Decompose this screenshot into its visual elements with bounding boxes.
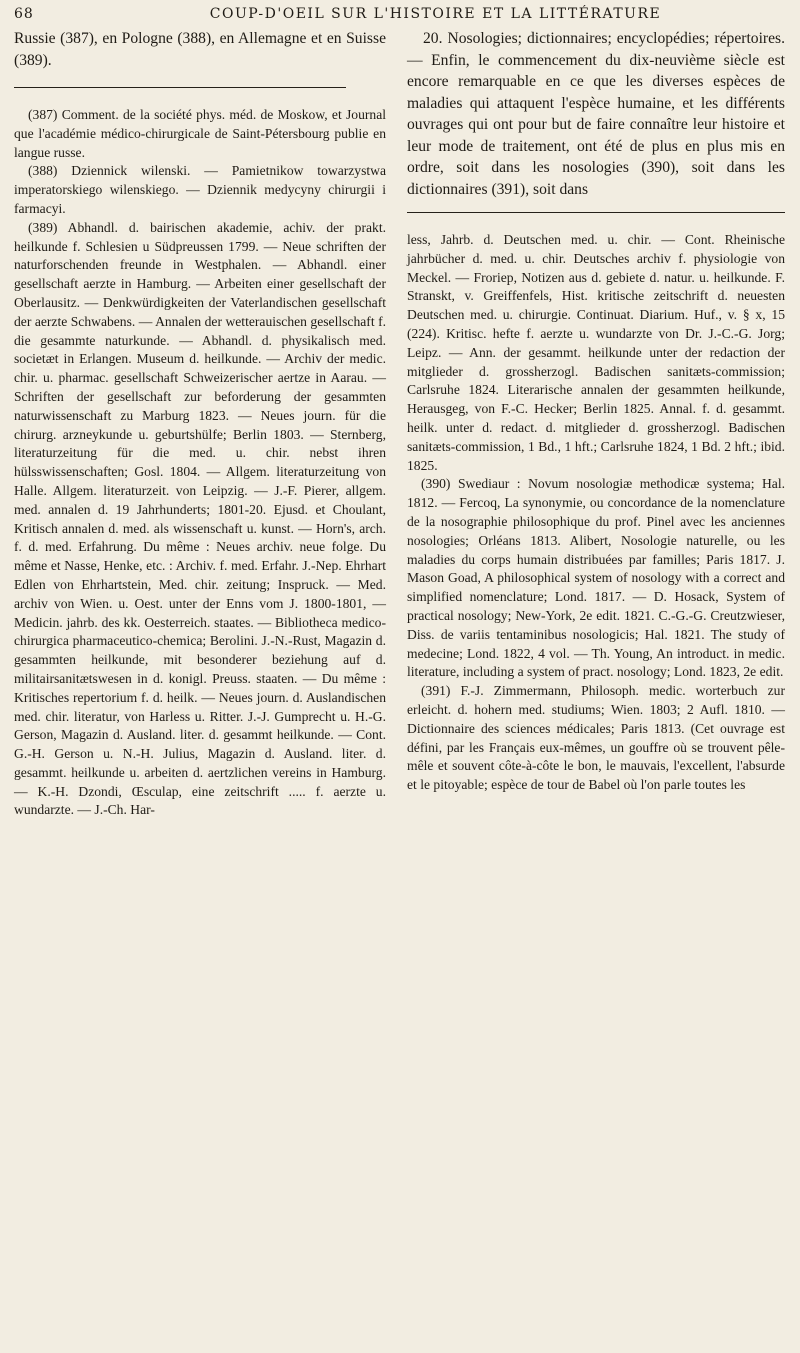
footnote-391: (391) F.-J. Zimmermann, Philosoph. medic. worterbuch zur erleicht. d. hohern med. studiums; Wien. 1803; 2 Aufl. 1810. — Dictionnaire des sciences médicales; Paris 1813. (Cet ouvrage est défini, par les Français eux-mêmes, un gouffre où se trouvent pêle-mêle et souvent côte-à-côte le bon, le mauvais, l'excellent, l'absurde et le pitoyable; espèce de tour de Babel où l'on parle toutes les (407, 683, 785, 793)
body-text-continuation: Russie (387), en Pologne (388), en Allemagne et en Suisse (389). (14, 30, 386, 69)
footnote-divider-right (407, 212, 785, 213)
footnote-388: (388) Dziennick wilenski. — Pamietnikow towarzystwa imperatorskiego wilenskiego. — Dziennik medycyny chirurgii i farmacyi. (14, 163, 386, 216)
footnote-389: (389) Abhandl. d. bairischen akademie, achiv. der prakt. heilkunde f. Schlesien u Südpreussen 1799. — Neue schriften der naturforschenden freunde in Westphalen. — Abhandl. einer gesellschaft aerzte in Hamburg. — Arbeiten einer gesellschaft der Oberlausitz. — Denkwürdigkeiten der Vaterlandischen gesellschaft der aerzte Schwabens. — Annalen der wetterauischen gesellschaft f. die gesammte naturkunde. — Abhandl. d. physikalisch med. societæt in Erlangen. Museum d. heilkunde. — Archiv der medic. chir. u. pharmac. gesellschaft Schweizerischer aertze in Aarau. — Schriften der gesellschaft zur beforderung der gesammten naturwissenschaft zu Marburg 1823. — Neues journ. für die chirurg. arzneykunde u. geburtshülfe; Berlin 1803. — Sternberg, literaturzeitung für die med. u. chir. nebst ihren hülsswissenschaften; Gosl. 1804. — Allgem. literaturzeitung von Halle. Allgem. literaturzeit. von Leipzig. — J.-F. Pierer, allgem. med. annalen d. 19 Jahrhunderts; 1801-20. Ejusd. et Choulant, Kritisch annalen d. med. als wissenschaft u. kunst. — Horn's, arch. f. d. med. Erfahrung. Du même : Neues archiv. neue folge. Du même et Nasse, Henke, etc. : Archiv. f. med. Erfahr. J.-Nep. Ehrhart Edlen von Ehrhartstein, Med. chir. zeitung; Inspruck. — Med. archiv von Wien. u. Oest. unter der Enns vom J. 1800-1801, — Medicin. jahrb. des kk. Oesterreich. staates. — Bibliotheca medico-chirurgica pharmaceutico-chemica; Berolini. J.-N.-Rust, Magazin d. gesammten heilkunde, mit besonderer beziehung auf d. militairsanitætswesen in d. konigl. Preuss. staaten. — Du même : Kritisches repertorium f. d. heilk. — Neues journ. d. Auslandischen med. chir. literatur, von Harless u. Ritter. J.-J. Gumprecht u. H.-G. Gerson, Magazin d. Ausland. liter. d. gesammt heilkunde. — Cont. G.-H. Gerson u. N.-H. Julius, Magazin d. Ausland. liter. d. gesammt. heilkunde u. arbeiten d. aertzlichen vereins in Hamburg. — K.-H. Dzondi, Œsculap, eine zeitschrift ..... f. aerzte u. wundarzte. — J.-Ch. Har- (14, 219, 386, 818)
page-number: 68 (14, 6, 34, 22)
footnote-389-continued: less, Jahrb. d. Deutschen med. u. chir. — Cont. Rheinische jahrbücher d. med. u. chir. Deutsches archiv f. physiologie von Meckel. — Froriep, Notizen aus d. gebiete d. natur. u. heilkunde. F. Stranskt, v. Greiffenfels, Hist. kritische zeitschrift d. neuesten Deutschen med. u. chirurgie. Continuat. Diarium. Huf., v. § x, 15 (224). Kritisc. hefte f. aerzte u. wundarzte von Dr. J.-C.-G. Jorg; Leipz. — Ann. der gesammt. heilkunde unter der redaction der mitglieder d. grossherzogl. Badischen sanitæts-commission; Carlsruhe 1824. Literarische annalen der gesammten heilkunde, Herausgeg, von F.-C. Hecker; Berlin 1825. Annal. f. d. gesammt. heilk. unter d. redact. d. mitglieder d. grossherzogl. Badischen sanitæts-commission, 1 Bd., 1 hft.; Carlsruhe 1824, 1 Bd. 2 hft.; ibid. 1825. (407, 232, 785, 473)
left-column (14, 28, 386, 820)
section-20-text: 20. Nosologies; dictionnaires; encyclopédies; répertoires. — Enfin, le commencement du dix-neuvième siècle est encore remarquable en ce que les diverses espèces de maladies qui attaquent l'espèce humaine, et les différents ouvrages qui ont pour but de faire connaître leur histoire et leur mode de traitement, ont été de plus en plus mis en ordre, soit dans les nosologies (390), soit dans les dictionnaires (391), soit dans (407, 30, 785, 198)
right-column (407, 28, 785, 795)
running-title: COUP-D'OEIL SUR L'HISTOIRE ET LA LITTÉRATURE (209, 6, 662, 22)
footnote-387: (387) Comment. de la société phys. méd. de Moskow, et Journal que l'académie médico-chirurgicale de Saint-Pétersbourg publie en langue russe. (14, 107, 386, 160)
footnote-390: (390) Swediaur : Novum nosologiæ methodicæ systema; Hal. 1812. — Fercoq, La synonymie, ou concordance de la nomenclature de la nosographie philosophique du prof. Pinel avec les anciennes nosologies; Orléans 1813. Alibert, Nosologie naturelle, ou les maladies du corps humain distribuées par familles; Paris 1817. J. Mason Goad, A philosophical system of nosology with a correct and simplified nomenclature; Lond. 1817. — D. Hosack, System of practical nosology; New-York, 2e edit. 1821. C.-G.-G. Creutzwieser, Diss. de variis tentaminibus nosologicis; Hal. 1821. The study of medecine; Lond. 1822, 4 vol. — Th. Young, An introduct. in medic. literature, including a system of pract. nosology; Lond. 1823, 2e edit. (407, 476, 785, 680)
page-header (14, 6, 782, 30)
footnote-divider (14, 87, 346, 88)
